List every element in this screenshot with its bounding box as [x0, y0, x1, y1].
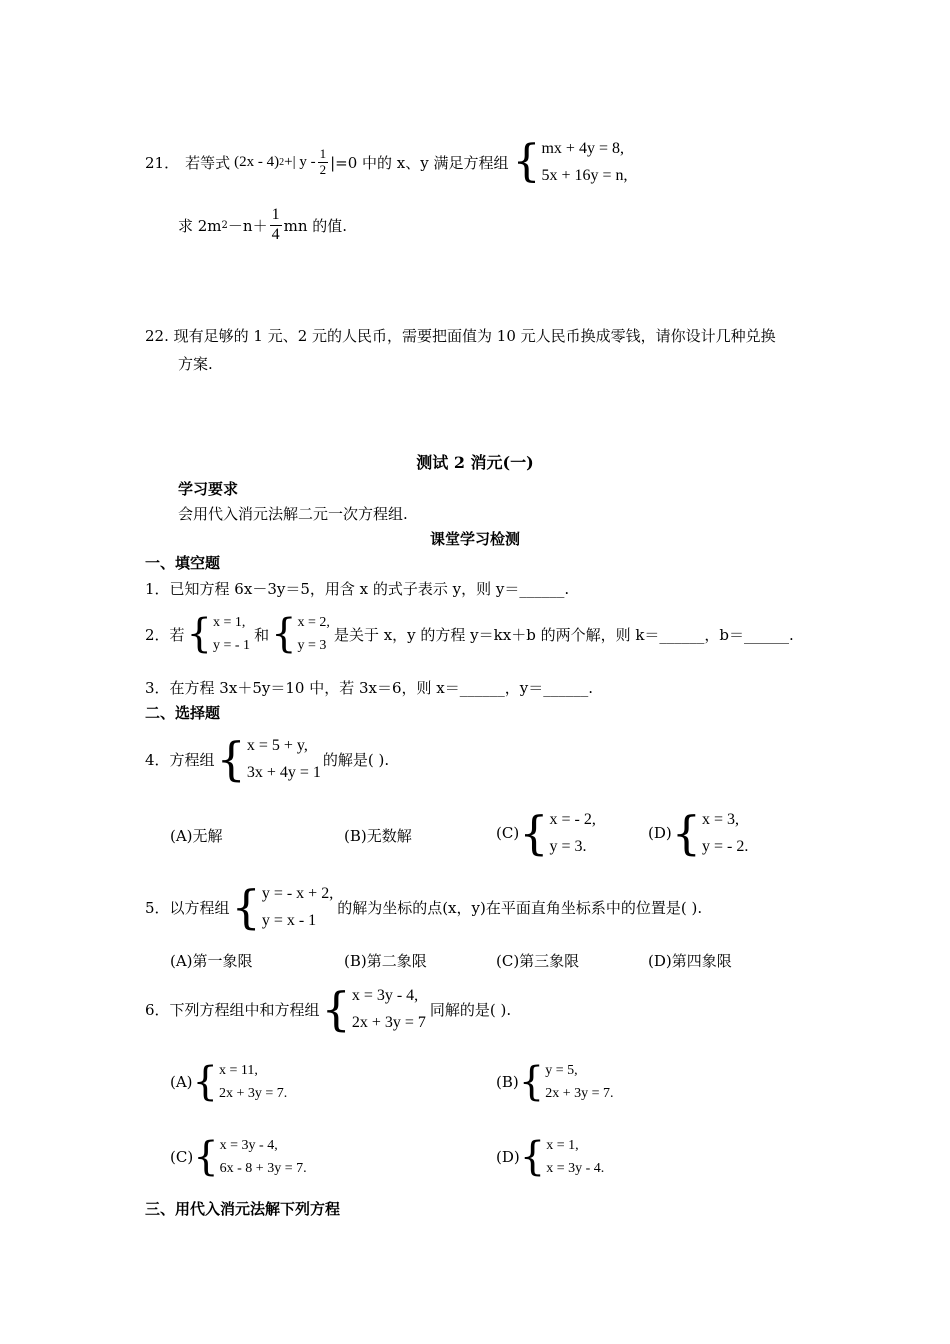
q6-optD-row2: x = 3y - 4.: [546, 1161, 605, 1176]
q5-row1: y = - x + 2,: [261, 885, 334, 902]
q4-option-c[interactable]: [496, 806, 596, 860]
q21-ask-sup: 2: [221, 219, 228, 231]
q2-sysA-row1: x = 1,: [213, 615, 246, 630]
q6-optB-label: (B): [496, 1073, 519, 1091]
q4-stem-post: 的解是( ).: [322, 750, 390, 769]
q6-optC-system: { x = 3y - 4, 6x - 8 + 3y = 7.: [193, 1134, 307, 1180]
q4-system: { x = 5 + y, 3x + 4y = 1: [216, 732, 321, 786]
q6-row1: x = 3y - 4,: [351, 987, 419, 1004]
q6-optB-row2: 2x + 3y = 7.: [545, 1086, 614, 1101]
q4-option-a[interactable]: (A)无解: [170, 827, 223, 845]
q6-option-a[interactable]: [170, 1058, 287, 1106]
question-2: [145, 610, 794, 658]
q2-tail: 是关于 x，y 的方程 y＝kx＋b 的两个解，则 k＝______，b＝______.: [333, 625, 794, 644]
q21-system: { mx + 4y = 8, 5x + 16y = n,: [512, 136, 628, 187]
q6-option-c[interactable]: [170, 1133, 307, 1181]
q5-row2: y = x - 1: [261, 912, 317, 929]
q4-stem-pre: 4．方程组: [145, 750, 215, 769]
page-title: 测试 2 消元(一): [416, 453, 534, 472]
q4-row2: 3x + 4y = 1: [246, 764, 321, 781]
q21-ask-pre: 求 2m: [178, 216, 222, 235]
requirements-text: 会用代入消元法解二元一次方程组.: [178, 505, 408, 523]
q6-stem-post: 同解的是( ).: [429, 1000, 512, 1019]
q5-option-a[interactable]: (A)第一象限: [170, 952, 253, 970]
question-6: [145, 982, 511, 1036]
q6-optD-row1: x = 1,: [546, 1138, 579, 1153]
q6-optA-system: { x = 11, 2x + 3y = 7.: [192, 1059, 288, 1105]
question-1: 1．已知方程 6x－3y＝5，用含 x 的式子表示 y，则 y＝______.: [145, 580, 570, 598]
q4-optD-label: (D): [648, 824, 672, 842]
class-check-heading: 课堂学习检测: [429, 530, 520, 548]
q21-expr-b: +| y -: [284, 153, 316, 170]
q21-sup: 2: [279, 156, 285, 168]
question-4: [145, 732, 389, 786]
q21-ask-fraction: [270, 206, 282, 244]
q21-sys-row2: 5x + 16y = n,: [541, 167, 628, 184]
q21-expr-a: (2x - 4): [234, 153, 280, 170]
section-substitution-solve: 三、用代入消元法解下列方程: [145, 1200, 341, 1218]
q6-optA-label: (A): [170, 1073, 193, 1091]
q4-row1: x = 5 + y,: [246, 737, 308, 754]
q6-optC-label: (C): [170, 1148, 194, 1166]
q21-ask-frac-num: 1: [270, 206, 282, 225]
q2-sysB-row1: x = 2,: [297, 615, 330, 630]
q21-sys-row1: mx + 4y = 8,: [541, 140, 624, 157]
q5-stem-post: 的解为坐标的点(x，y)在平面直角坐标系中的位置是( ).: [337, 898, 703, 917]
q6-optC-row2: 6x - 8 + 3y = 7.: [219, 1161, 307, 1176]
q21-ask-mid: －n＋: [227, 216, 268, 235]
q5-option-c[interactable]: (C)第三象限: [496, 952, 580, 970]
q5-system: { y = - x + 2, y = x - 1: [231, 880, 334, 934]
q6-stem-pre: 6．下列方程组中和方程组: [145, 1000, 320, 1019]
q4-optD-row2: y = - 2.: [702, 838, 749, 855]
q21-number: 21．: [145, 153, 180, 172]
q6-optB-system: { y = 5, 2x + 3y = 7.: [518, 1059, 614, 1105]
q6-row2: 2x + 3y = 7: [351, 1014, 426, 1031]
question-3: 3．在方程 3x＋5y＝10 中，若 3x＝6，则 x＝______，y＝______.: [145, 679, 593, 697]
q5-option-d[interactable]: (D)第四象限: [648, 952, 732, 970]
q2-system-b: { x = 2, y = 3: [271, 611, 330, 657]
q4-optC-label: (C): [496, 824, 520, 842]
q21-ask-frac-den: 4: [271, 225, 280, 243]
q21-lead: 若等式: [185, 153, 231, 172]
q6-optD-label: (D): [496, 1148, 520, 1166]
q6-option-d[interactable]: [496, 1133, 604, 1181]
q21-ask: [178, 204, 347, 246]
q4-optC-system: { x = - 2, y = 3.: [519, 806, 596, 860]
q4-option-d[interactable]: [648, 806, 748, 860]
q4-option-b[interactable]: (B)无数解: [344, 827, 412, 845]
q6-optD-system: { x = 1, x = 3y - 4.: [519, 1134, 605, 1180]
question-21: [145, 136, 628, 188]
q4-optC-row1: x = - 2,: [549, 811, 596, 828]
q2-system-a: { x = 1, y = - 1: [186, 611, 251, 657]
q21-ask-post: mn 的值.: [283, 216, 348, 235]
q6-option-b[interactable]: [496, 1058, 613, 1106]
q2-sysA-row2: y = - 1: [213, 638, 251, 653]
q22-line2: 方案.: [178, 355, 213, 373]
section-multiple-choice: 二、选择题: [145, 704, 221, 722]
q4-optD-system: { x = 3, y = - 2.: [671, 806, 749, 860]
q2-sysB-row2: y = 3: [297, 638, 327, 653]
q22-line1: 22. 现有足够的 1 元、2 元的人民币，需要把面值为 10 元人民币换成零钱，请你设计几种兑换: [145, 327, 776, 345]
q21-frac-num: 1: [319, 145, 327, 161]
q6-system: { x = 3y - 4, 2x + 3y = 7: [321, 982, 426, 1036]
q6-optC-row1: x = 3y - 4,: [219, 1138, 278, 1153]
q4-optC-row2: y = 3.: [549, 838, 587, 855]
q5-option-b[interactable]: (B)第二象限: [344, 952, 427, 970]
q6-optA-row1: x = 11,: [219, 1063, 258, 1078]
q6-optA-row2: 2x + 3y = 7.: [219, 1086, 288, 1101]
q5-stem-pre: 5．以方程组: [145, 898, 230, 917]
q21-fraction: [318, 147, 329, 178]
q2-and: 和: [254, 625, 270, 644]
requirements-heading: 学习要求: [178, 480, 239, 498]
q21-frac-den: 2: [319, 161, 327, 177]
q4-optD-row1: x = 3,: [702, 811, 740, 828]
section-fill-blank: 一、填空题: [145, 554, 221, 572]
q2-number: 2．若: [145, 625, 185, 644]
q21-expr-c: |=0 中的 x、y 满足方程组: [330, 153, 509, 172]
q6-optB-row1: y = 5,: [545, 1063, 578, 1078]
question-5: [145, 880, 702, 934]
